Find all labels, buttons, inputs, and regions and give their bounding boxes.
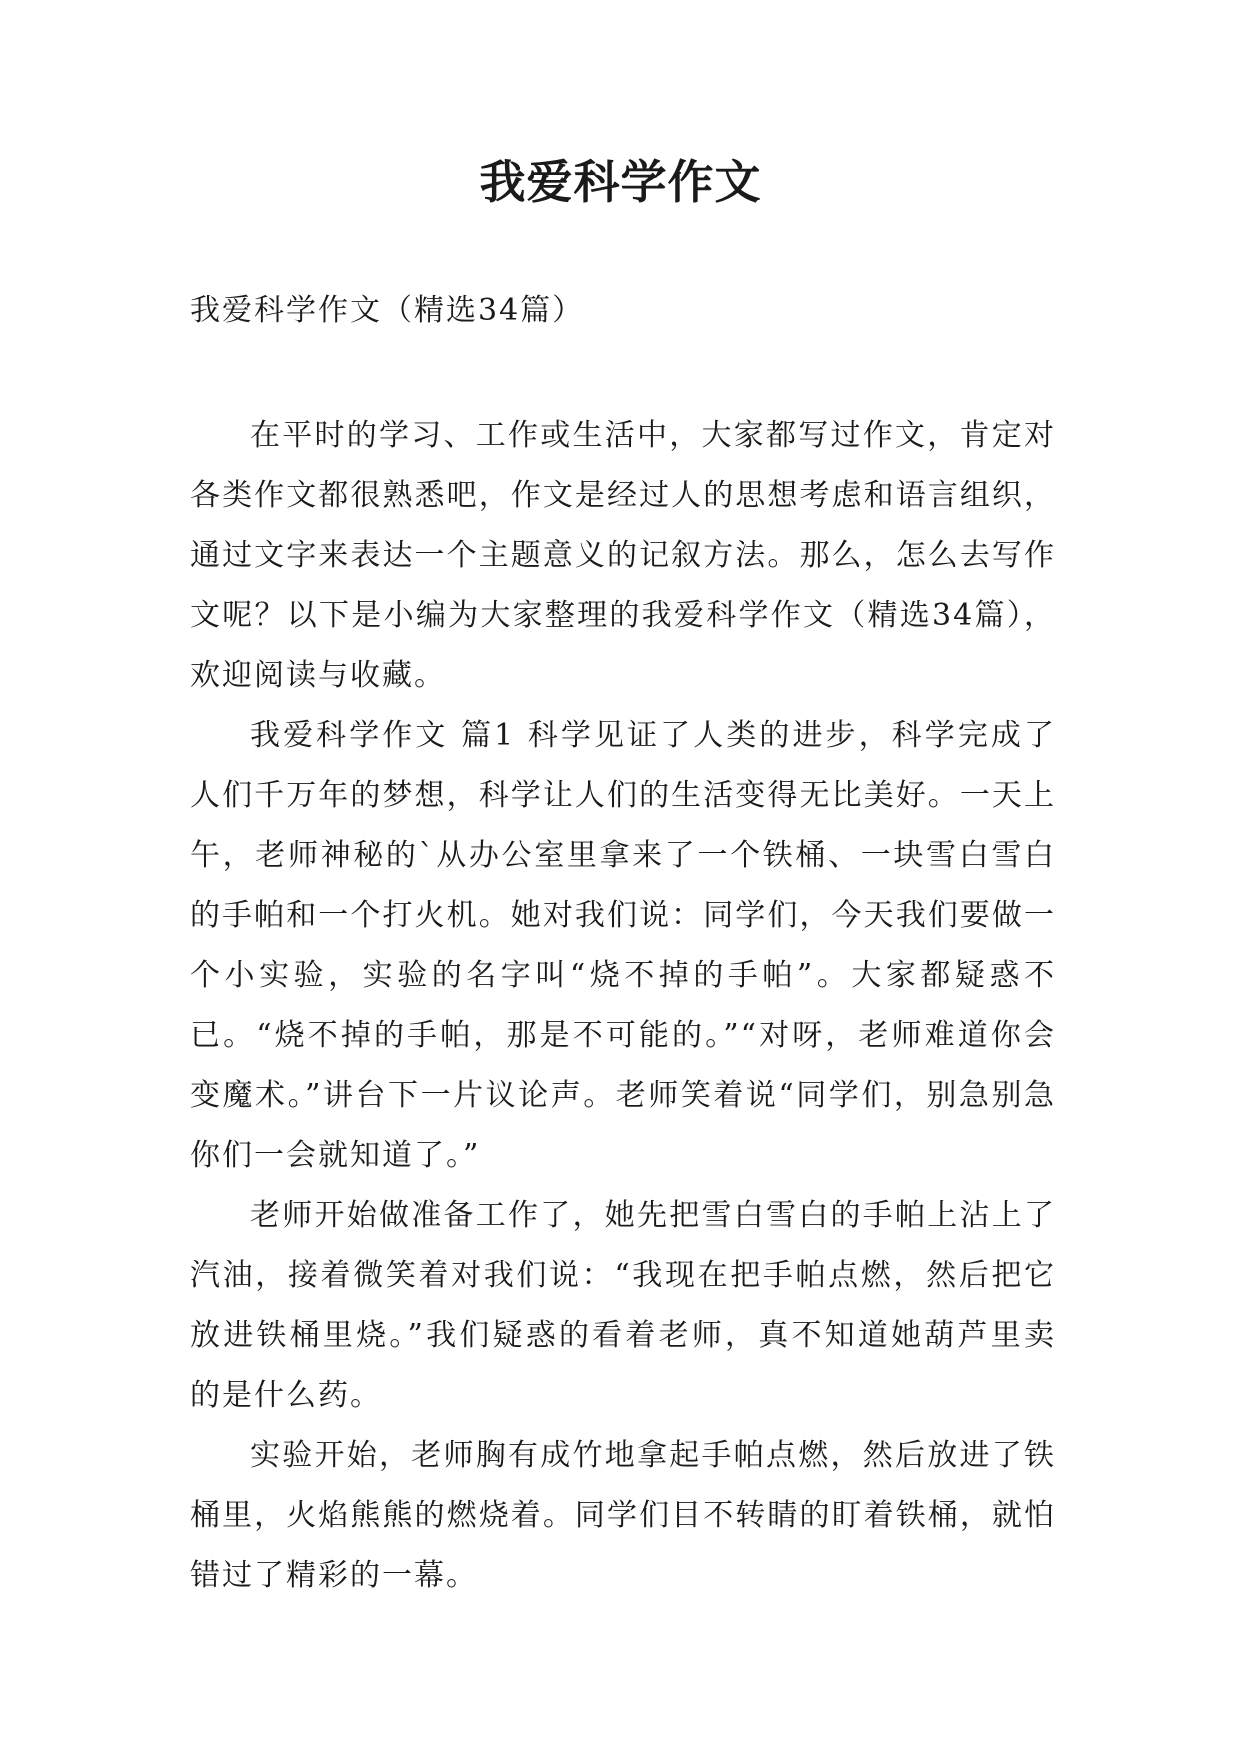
paragraph-experiment: 实验开始，老师胸有成竹地拿起手帕点燃，然后放进了铁桶里，火焰熊熊的燃烧着。同学们目不转睛的盯着铁桶，就怕错过了精彩的一幕。: [190, 1438, 1056, 1593]
paragraph-piece-1: 我爱科学作文 篇1 科学见证了人类的进步，科学完成了人们千万年的梦想，科学让人们的生活变得无比美好。一天上午，老师神秘的`从办公室里拿来了一个铁桶、一块雪白雪白的手帕和一个打火机。她对我们说：同学们，今天我们要做一个小实验，实验的名字叫“烧不掉的手帕”。大家都疑惑不已。“烧不掉的手帕，那是不可能的。”“对呀，老师难道你会变魔术。”讲台下一片议论声。老师笑着说“同学们，别急别急你们一会就知道了。”: [190, 718, 1056, 1173]
paragraph-preparation: 老师开始做准备工作了，她先把雪白雪白的手帕上沾上了汽油，接着微笑着对我们说：“我现在把手帕点燃，然后把它放进铁桶里烧。”我们疑惑的看着老师，真不知道她葫芦里卖的是什么药。: [190, 1198, 1056, 1413]
paragraph-intro: 在平时的学习、工作或生活中，大家都写过作文，肯定对各类作文都很熟悉吧，作文是经过人的思想考虑和语言组织，通过文字来表达一个主题意义的记叙方法。那么，怎么去写作文呢？以下是小编为大家整理的我爱科学作文（精选34篇），欢迎阅读与收藏。: [190, 418, 1056, 693]
document-body: [190, 406, 1056, 1606]
document-title: 我爱科学作文: [479, 155, 762, 209]
document-subtitle: 我爱科学作文（精选34篇）: [190, 293, 585, 328]
